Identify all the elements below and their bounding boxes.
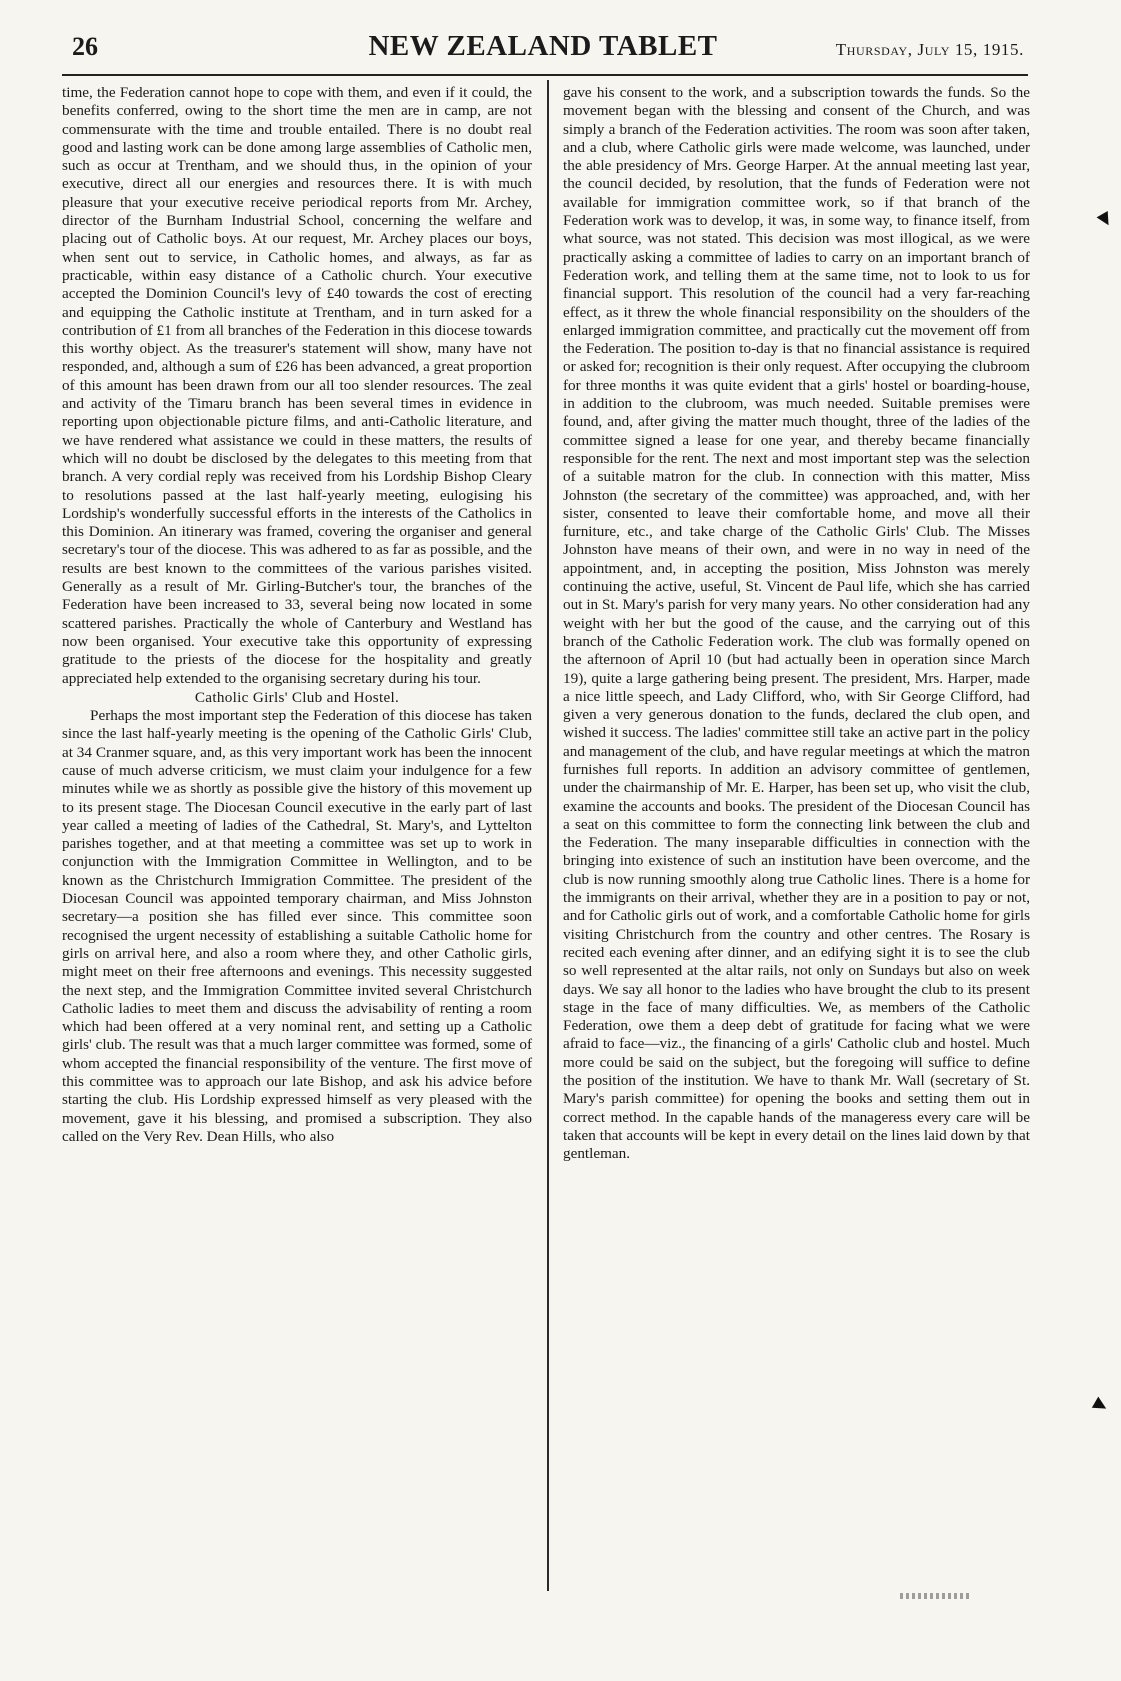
margin-mark-icon: ▼ xyxy=(1083,1389,1116,1421)
issue-date: Thursday, July 15, 1915. xyxy=(835,40,1024,59)
header-rule xyxy=(62,74,1028,76)
left-paragraph-2: Perhaps the most important step the Federation of this diocese has taken since the last half-yearly meeting is the opening of the Catholic Girls' Club, at 34 Cranmer square, and, as this very important work has been the innocent cause of much adverse criticism, we must claim your indulgence for a few minutes while we as shortly as possible give the history of this movement up to its present stage. The Diocesan Council executive in the early part of last year called a meeting of ladies of the Cathedral, St. Mary's, and Lyttelton parishes together, and at that meeting a committee was set up to work in conjunction with the Immigration Committee in Wellington, and to be known as the Christchurch Immigration Committee. The president of the Diocesan Council was appointed temporary chairman, and Miss Johnston secretary—a position she has filled ever since. This committee soon recognised the urgent necessity of establishing a suitable Catholic home for girls on arrival here, and also a room where they, and other Catholic girls, might meet on their free afternoons and evenings. This necessity suggested the next step, and the Immigration Committee invited several Christchurch Catholic ladies to meet them and discuss the advisability of renting a room which had been offered at a very nominal rent, and setting up a Catholic girls' club. The result was that a much larger committee was formed, some of whom accepted the financial responsibility of the venture. The first move of this committee was to approach our late Bishop, and ask his advice before starting the club. His Lordship expressed himself as very pleased with the movement, gave it his blessing, and promised a subscription. They also called on the Very Rev. Dean Hills, who also xyxy=(62,707,532,1145)
print-smudge xyxy=(900,1593,970,1599)
left-paragraph-1: time, the Federation cannot hope to cope with them, and even if it could, the benefits conferred, owing to the short time the men are in camp, are not commensurate with the time and trouble entailed. There is no doubt real good and lasting work can be done among large assemblies of Catholic men, such as occur at Trentham, and we should thus, in the opinion of your executive, direct all our energies and resources there. It is with much pleasure that your executive receive periodical reports from Mr. Archey, director of the Burnham Industrial School, concerning the welfare and placing out of Catholic boys. At our request, Mr. Archey places our boys, when sent out to service, in Catholic homes, and always, as far as practicable, within easy distance of a Catholic church. Your executive accepted the Dominion Council's levy of £40 towards the cost of erecting and equipping the Catholic institute at Trentham, and in turn asked for a contribution of £1 from all branches of the Federation in this diocese towards this worthy object. As the treasurer's statement will show, many have not responded, and, although a sum of £26 has been advanced, a great proportion of this amount has been drawn from our all too slender resources. The zeal and activity of the Timaru branch has been several times in evidence in reporting upon objectionable picture films, and anti-Catholic literature, and we have rendered what assistance we could in these matters, the results of which will no doubt be disclosed by the delegates to this meeting from that branch. A very cordial reply was received from his Lordship Bishop Cleary to resolutions passed at the last half-yearly meeting, eulogising his Lordship's wonderfully successful efforts in the interests of the Catholics in this Dominion. An itinerary was framed, covering the organiser and general secretary's tour of the diocese. This was adhered to as far as possible, and the results are best known to the committees of the various parishes visited. Generally as a result of Mr. Girling-Butcher's tour, the branches of the Federation have been increased to 33, several being now located in some scattered parishes. Practically the whole of Canterbury and Westland has now been organised. Your executive take this opportunity of expressing gratitude to the priests of the diocese for the hospitality and greatly appreciated help extended to the organising secretary during his tour. xyxy=(62,84,532,687)
margin-mark-icon: ▼ xyxy=(1088,202,1121,235)
section-subheading: Catholic Girls' Club and Hostel. xyxy=(194,688,400,706)
left-column xyxy=(62,84,532,1631)
right-paragraph-1: gave his consent to the work, and a subscription towards the funds. So the movement began with the blessing and consent of the Church, and was simply a branch of the Federation activities. The room was soon after taken, and a club, where Catholic girls were made welcome, was launched, under the able presidency of Mrs. George Harper. At the annual meeting last year, the council decided, by resolution, that the funds of Federation were not available for immigration committee work, so if that branch of the Federation work was to develop, it was, in some way, to finance itself, from what source, was not stated. This decision was most illogical, as we were practically asking a committee of ladies to carry on an important branch of Federation work, and telling them at the same time, not to look to us for financial support. This resolution of the council had a very far-reaching effect, as it threw the whole financial responsibility on the shoulders of the enlarged immigration committee, and practically cut the movement off from the Federation. The position to-day is that no financial assistance is required or asked for; recognition is their only request. After occupying the clubroom for three months it was quite evident that a girls' hostel or boarding-house, in addition to the clubroom, was much needed. Suitable premises were found, and, after giving the matter much thought, three of the ladies of the committee signed a lease for one year, and thereby became financially responsible for the rent. The next and most important step was the selection of a suitable matron for the club. In connection with this matter, Miss Johnston (the secretary of the committee) was approached, and, with her sister, consented to leave their comfortable home, and move all their furniture, etc., and take charge of the Catholic Girls' Club. The Misses Johnston have means of their own, and were in no way in need of the appointment, and, in accepting the position, Miss Johnston was merely continuing the active, useful, St. Vincent de Paul life, which she has carried out in St. Mary's parish for very many years. No other consideration had any weight with her but the good of the cause, and the carrying out of this branch of the Catholic Federation work. The club was formally opened on the afternoon of April 10 (but had actually been in operation since March 19), quite a large gathering being present. The president, Mrs. Harper, made a nice little speech, and Lady Clifford, who, with Sir George Clifford, had given a very generous donation to the funds, declared the club open, and wished it success. The ladies' committee still take an active part in the policy and management of the club, and have regular meetings at which the matron furnishes full reports. In addition an advisory committee of gentlemen, under the chairmanship of Mr. E. Harper, has been set up, who visit the club, examine the accounts and books. The president of the Diocesan Council has a seat on this committee to form the connecting link between the club and the Federation. The many inseparable difficulties in connection with the bringing into existence of such an institution have been overcome, and the club is now running smoothly along true Catholic lines. There is a home for the immigrants on their arrival, whether they are in a position to pay or not, and for Catholic girls out of work, and a comfortable Catholic home for girls visiting Christchurch from the country and other centres. The Rosary is recited each evening after dinner, and an edifying sight it is to see the club so well represented at the altar rails, not only on Sundays but also on week days. We say all honor to the ladies who have brought the club to its present stage in the face of many difficulties. We, as members of the Catholic Federation, owe them a deep debt of gratitude for facing what we were afraid to face—viz., the financing of a girls' Catholic club and hostel. Much more could be said on the subject, but the foregoing will suffice to define the position of the institution. We have to thank Mr. Wall (secretary of St. Mary's parish committee) for opening the books and setting them out in correct method. In the capable hands of the manageress every care will be taken that accounts will be kept in every detail on the lines laid down by that gentleman. xyxy=(563,84,1030,1163)
masthead: NEW ZEALAND TABLET xyxy=(368,30,718,62)
right-column xyxy=(563,84,1030,1631)
column-divider xyxy=(547,80,549,1591)
page-number: 26 xyxy=(72,32,98,61)
page-header xyxy=(62,30,1024,70)
